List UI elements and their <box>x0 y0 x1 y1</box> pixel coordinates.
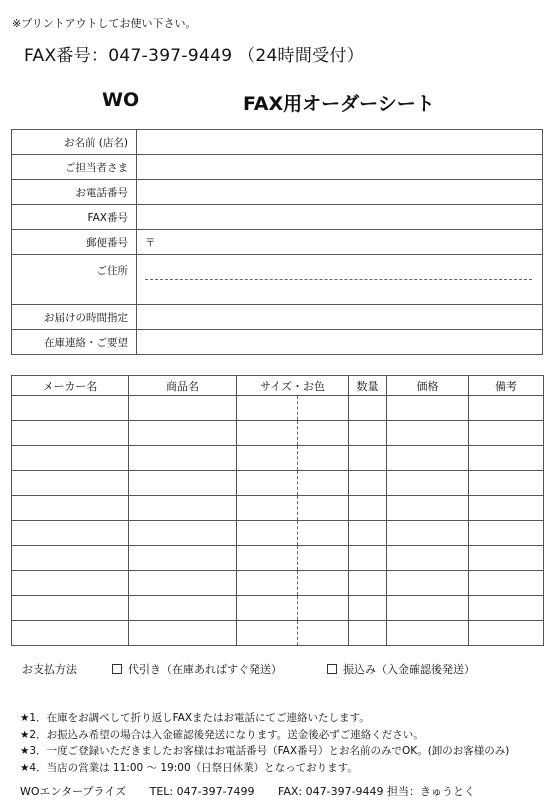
stock-contact-label: 在庫連絡・ご要望 <box>12 330 137 355</box>
print-note: ※プリントアウトしてお使い下さい。 <box>12 17 197 30</box>
order-row <box>12 571 544 596</box>
product-cell[interactable] <box>129 471 237 496</box>
payment-method-row <box>22 661 475 677</box>
customer-info-form <box>11 129 543 355</box>
column-header-product: 商品名 <box>129 376 237 396</box>
notes-list <box>20 710 509 776</box>
remarks-cell[interactable] <box>469 396 544 421</box>
transfer-checkbox[interactable] <box>327 664 337 674</box>
price-cell[interactable] <box>387 621 469 646</box>
address-label: ご住所 <box>12 255 137 305</box>
quantity-cell[interactable] <box>349 546 387 571</box>
order-row <box>12 621 544 646</box>
color-cell[interactable] <box>298 471 349 496</box>
maker-cell[interactable] <box>12 571 129 596</box>
quantity-cell[interactable] <box>349 396 387 421</box>
column-header-remarks: 備考 <box>469 376 544 396</box>
footer-fax-contact: FAX: 047-397-9449 担当：きゅうとく <box>278 785 476 798</box>
stock-contact-field[interactable] <box>137 330 543 355</box>
quantity-cell[interactable] <box>349 446 387 471</box>
color-cell[interactable] <box>298 446 349 471</box>
price-cell[interactable] <box>387 521 469 546</box>
maker-cell[interactable] <box>12 396 129 421</box>
product-cell[interactable] <box>129 446 237 471</box>
price-cell[interactable] <box>387 571 469 596</box>
color-cell[interactable] <box>298 621 349 646</box>
column-header-quantity: 数量 <box>349 376 387 396</box>
product-cell[interactable] <box>129 546 237 571</box>
payment-method-label: お支払方法 <box>22 663 77 676</box>
remarks-cell[interactable] <box>469 471 544 496</box>
name-field[interactable] <box>137 130 543 155</box>
price-cell[interactable] <box>387 596 469 621</box>
order-items-table <box>11 375 544 646</box>
postal-mark: 〒 <box>145 236 156 249</box>
order-row <box>12 496 544 521</box>
order-rows <box>12 396 544 646</box>
size-cell[interactable] <box>237 471 298 496</box>
postal-code-label: 郵便番号 <box>12 230 137 255</box>
quantity-cell[interactable] <box>349 621 387 646</box>
cod-label: 代引き（在庫あればすぐ発送） <box>128 663 282 676</box>
product-cell[interactable] <box>129 596 237 621</box>
quantity-cell[interactable] <box>349 496 387 521</box>
phone-label: お電話番号 <box>12 180 137 205</box>
page-title: FAX用オーダーシート <box>243 93 435 115</box>
note-item: ★3．一度ご登録いただきましたお客様はお電話番号（FAX番号）とお名前のみでOK。(卸のお客様のみ) <box>20 745 510 757</box>
transfer-label: 振込み（入金確認後発送） <box>343 663 475 676</box>
quantity-cell[interactable] <box>349 421 387 446</box>
delivery-time-field[interactable] <box>137 305 543 330</box>
postal-code-field[interactable] <box>137 230 543 255</box>
size-cell[interactable] <box>237 596 298 621</box>
payment-cod-option[interactable] <box>112 663 282 676</box>
order-row <box>12 596 544 621</box>
remarks-cell[interactable] <box>469 546 544 571</box>
size-cell[interactable] <box>237 396 298 421</box>
product-cell[interactable] <box>129 396 237 421</box>
size-cell[interactable] <box>237 496 298 521</box>
remarks-cell[interactable] <box>469 496 544 521</box>
color-cell[interactable] <box>298 421 349 446</box>
quantity-cell[interactable] <box>349 521 387 546</box>
maker-cell[interactable] <box>12 421 129 446</box>
contact-person-field[interactable] <box>137 155 543 180</box>
brand-name: WO <box>102 89 140 111</box>
note-item: ★4．当店の営業は 11:00 ～ 19:00（日祭日休業）となっております。 <box>20 761 358 774</box>
size-cell[interactable] <box>237 571 298 596</box>
color-cell[interactable] <box>298 496 349 521</box>
cod-checkbox[interactable] <box>112 664 122 674</box>
order-row <box>12 546 544 571</box>
price-cell[interactable] <box>387 421 469 446</box>
address-divider <box>145 255 532 280</box>
product-cell[interactable] <box>129 521 237 546</box>
price-cell[interactable] <box>387 396 469 421</box>
price-cell[interactable] <box>387 546 469 571</box>
maker-cell[interactable] <box>12 596 129 621</box>
column-header-size-color: サイズ・お色 <box>237 376 349 396</box>
order-row <box>12 471 544 496</box>
quantity-cell[interactable] <box>349 471 387 496</box>
color-cell[interactable] <box>298 521 349 546</box>
footer-tel: TEL: 047-397-7499 <box>149 785 255 798</box>
color-cell[interactable] <box>298 546 349 571</box>
column-header-price: 価格 <box>387 376 469 396</box>
fax-field[interactable] <box>137 205 543 230</box>
size-cell[interactable] <box>237 546 298 571</box>
delivery-time-label: お届けの時間指定 <box>12 305 137 330</box>
size-cell[interactable] <box>237 521 298 546</box>
contact-person-label: ご担当者さま <box>12 155 137 180</box>
company-name: WOエンタープライズ <box>20 785 127 798</box>
remarks-cell[interactable] <box>469 521 544 546</box>
fax-label: FAX番号 <box>12 205 137 230</box>
price-cell[interactable] <box>387 496 469 521</box>
maker-cell[interactable] <box>12 496 129 521</box>
maker-cell[interactable] <box>12 546 129 571</box>
price-cell[interactable] <box>387 471 469 496</box>
size-cell[interactable] <box>237 621 298 646</box>
note-item: ★1．在庫をお調べして折り返しFAXまたはお電話にてご連絡いたします。 <box>20 712 370 724</box>
product-cell[interactable] <box>129 621 237 646</box>
note-item: ★2．お振込み希望の場合は入金確認後発送になります。送金後必ずご連絡ください。 <box>20 728 424 741</box>
maker-cell[interactable] <box>12 521 129 546</box>
product-cell[interactable] <box>129 496 237 521</box>
maker-cell[interactable] <box>12 446 129 471</box>
quantity-cell[interactable] <box>349 571 387 596</box>
payment-transfer-option[interactable] <box>327 663 475 676</box>
order-row <box>12 521 544 546</box>
product-cell[interactable] <box>129 571 237 596</box>
order-row <box>12 396 544 421</box>
remarks-cell[interactable] <box>469 571 544 596</box>
maker-cell[interactable] <box>12 621 129 646</box>
remarks-cell[interactable] <box>469 621 544 646</box>
size-cell[interactable] <box>237 446 298 471</box>
remarks-cell[interactable] <box>469 446 544 471</box>
order-row <box>12 446 544 471</box>
column-header-maker: メーカー名 <box>12 376 129 396</box>
price-cell[interactable] <box>387 446 469 471</box>
footer-contact <box>20 783 495 799</box>
color-cell[interactable] <box>298 571 349 596</box>
size-cell[interactable] <box>237 421 298 446</box>
name-label: お名前 (店名) <box>12 130 137 155</box>
color-cell[interactable] <box>298 396 349 421</box>
remarks-cell[interactable] <box>469 596 544 621</box>
maker-cell[interactable] <box>12 471 129 496</box>
phone-field[interactable] <box>137 180 543 205</box>
color-cell[interactable] <box>298 596 349 621</box>
quantity-cell[interactable] <box>349 596 387 621</box>
order-row <box>12 421 544 446</box>
fax-number-heading: FAX番号：047-397-9449 （24時間受付） <box>24 46 365 66</box>
product-cell[interactable] <box>129 421 237 446</box>
address-field[interactable] <box>137 255 543 305</box>
remarks-cell[interactable] <box>469 421 544 446</box>
